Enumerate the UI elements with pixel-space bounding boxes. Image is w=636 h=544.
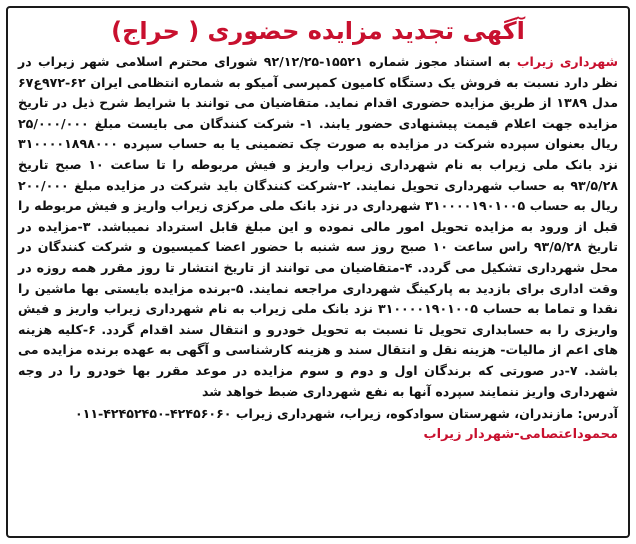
notice-body <box>18 52 618 402</box>
notice-address: آدرس: مازندران، شهرستان سوادکوه، زیراب، شهرداری زیراب ۴۲۴۵۶۰۶۰-۴۲۴۵۲۴۵۰-۰۱۱ <box>74 406 618 422</box>
notice-signature: محموداعتصامی-شهردار زیراب <box>423 427 618 443</box>
notice-lead: شهرداری زیراب <box>516 54 618 69</box>
notice-title: آگهی تجدید مزایده حضوری ( حراج) <box>111 17 525 45</box>
notice-body-text: به استناد مجوز شماره ۱۵۵۲۱-۹۲/۱۲/۲۵ شورای محترم اسلامی شهر زیراب در نظر دارد نسبت به فروش یک دستگاه کامیون کمپرسی آمیکو به شماره انتظامی ایران ۶۲-۹۷۲ع۶۷ مدل ۱۳۸۹ از طریق مزایده حضوری اقدام نماید. متقاضیان می توانند با شرایط شرح ذیل در تاریخ مزایده جهت اعلام قیمت پیشنهادی حضور یابند. ۱- شرکت کنندگان می بایست مبلغ ۲۵/۰۰۰/۰۰۰ ریال بعنوان سپرده شرکت در مزایده به صورت چک تضمینی یا به حساب سپرده ۳۱۰۰۰۰۱۸۹۸۰۰۰ نزد بانک ملی زیراب به نام شهرداری زیراب واریز و فیش مربوطه را تا ساعت ۱۰ صبح تاریخ ۹۳/۵/۲۸ به حساب شهرداری تحویل نمایند. ۲-شرکت کنندگان باید شرکت در مزایده مبلغ ۲۰۰/۰۰۰ ریال به حساب ۳۱۰۰۰۰۱۹۰۱۰۰۵ شهرداری در نزد بانک ملی مرکزی زیراب واریز و فیش مربوطه را قبل از ورود به مزایده تحویل امور مالی نموده و این مبلغ قابل استرداد نمیباشد. ۳-مزایده در تاریخ ۹۳/۵/۲۸ راس ساعت ۱۰ صبح روز سه شنبه با حضور اعضا کمیسیون و شرکت کنندگان در محل شهرداری تشکیل می گردد. ۴-متقاضیان می توانند از تاریخ انتشار تا روز مقرر همه روزه در وقت اداری برای بازدید به پارکینگ شهرداری مراجعه نمایند. ۵-برنده مزایده بایستی بها ماشین را نقدا و تماما به حساب ۳۱۰۰۰۰۱۹۰۱۰۰۵ نزد بانک ملی زیراب به نام شهرداری زیراب واریز و فیش واریزی را به حسابداری تحویل تا نسبت به تحویل خودرو و انتقال سند اقدام گردد. ۶-کلیه هزینه های اعم از مالیات- هزینه نقل و انتقال سند و هزینه کارشناسی و آگهی به عهده برنده مزایده می باشد. ۷-در صورتی که برندگان اول و دوم و سوم مزایده در موعد مقرر بها خودرو را در وجه شهرداری واریز ننمایند سپرده آنها به نفع شهرداری ضبط خواهد شد <box>18 54 618 399</box>
notice-frame <box>6 6 630 538</box>
